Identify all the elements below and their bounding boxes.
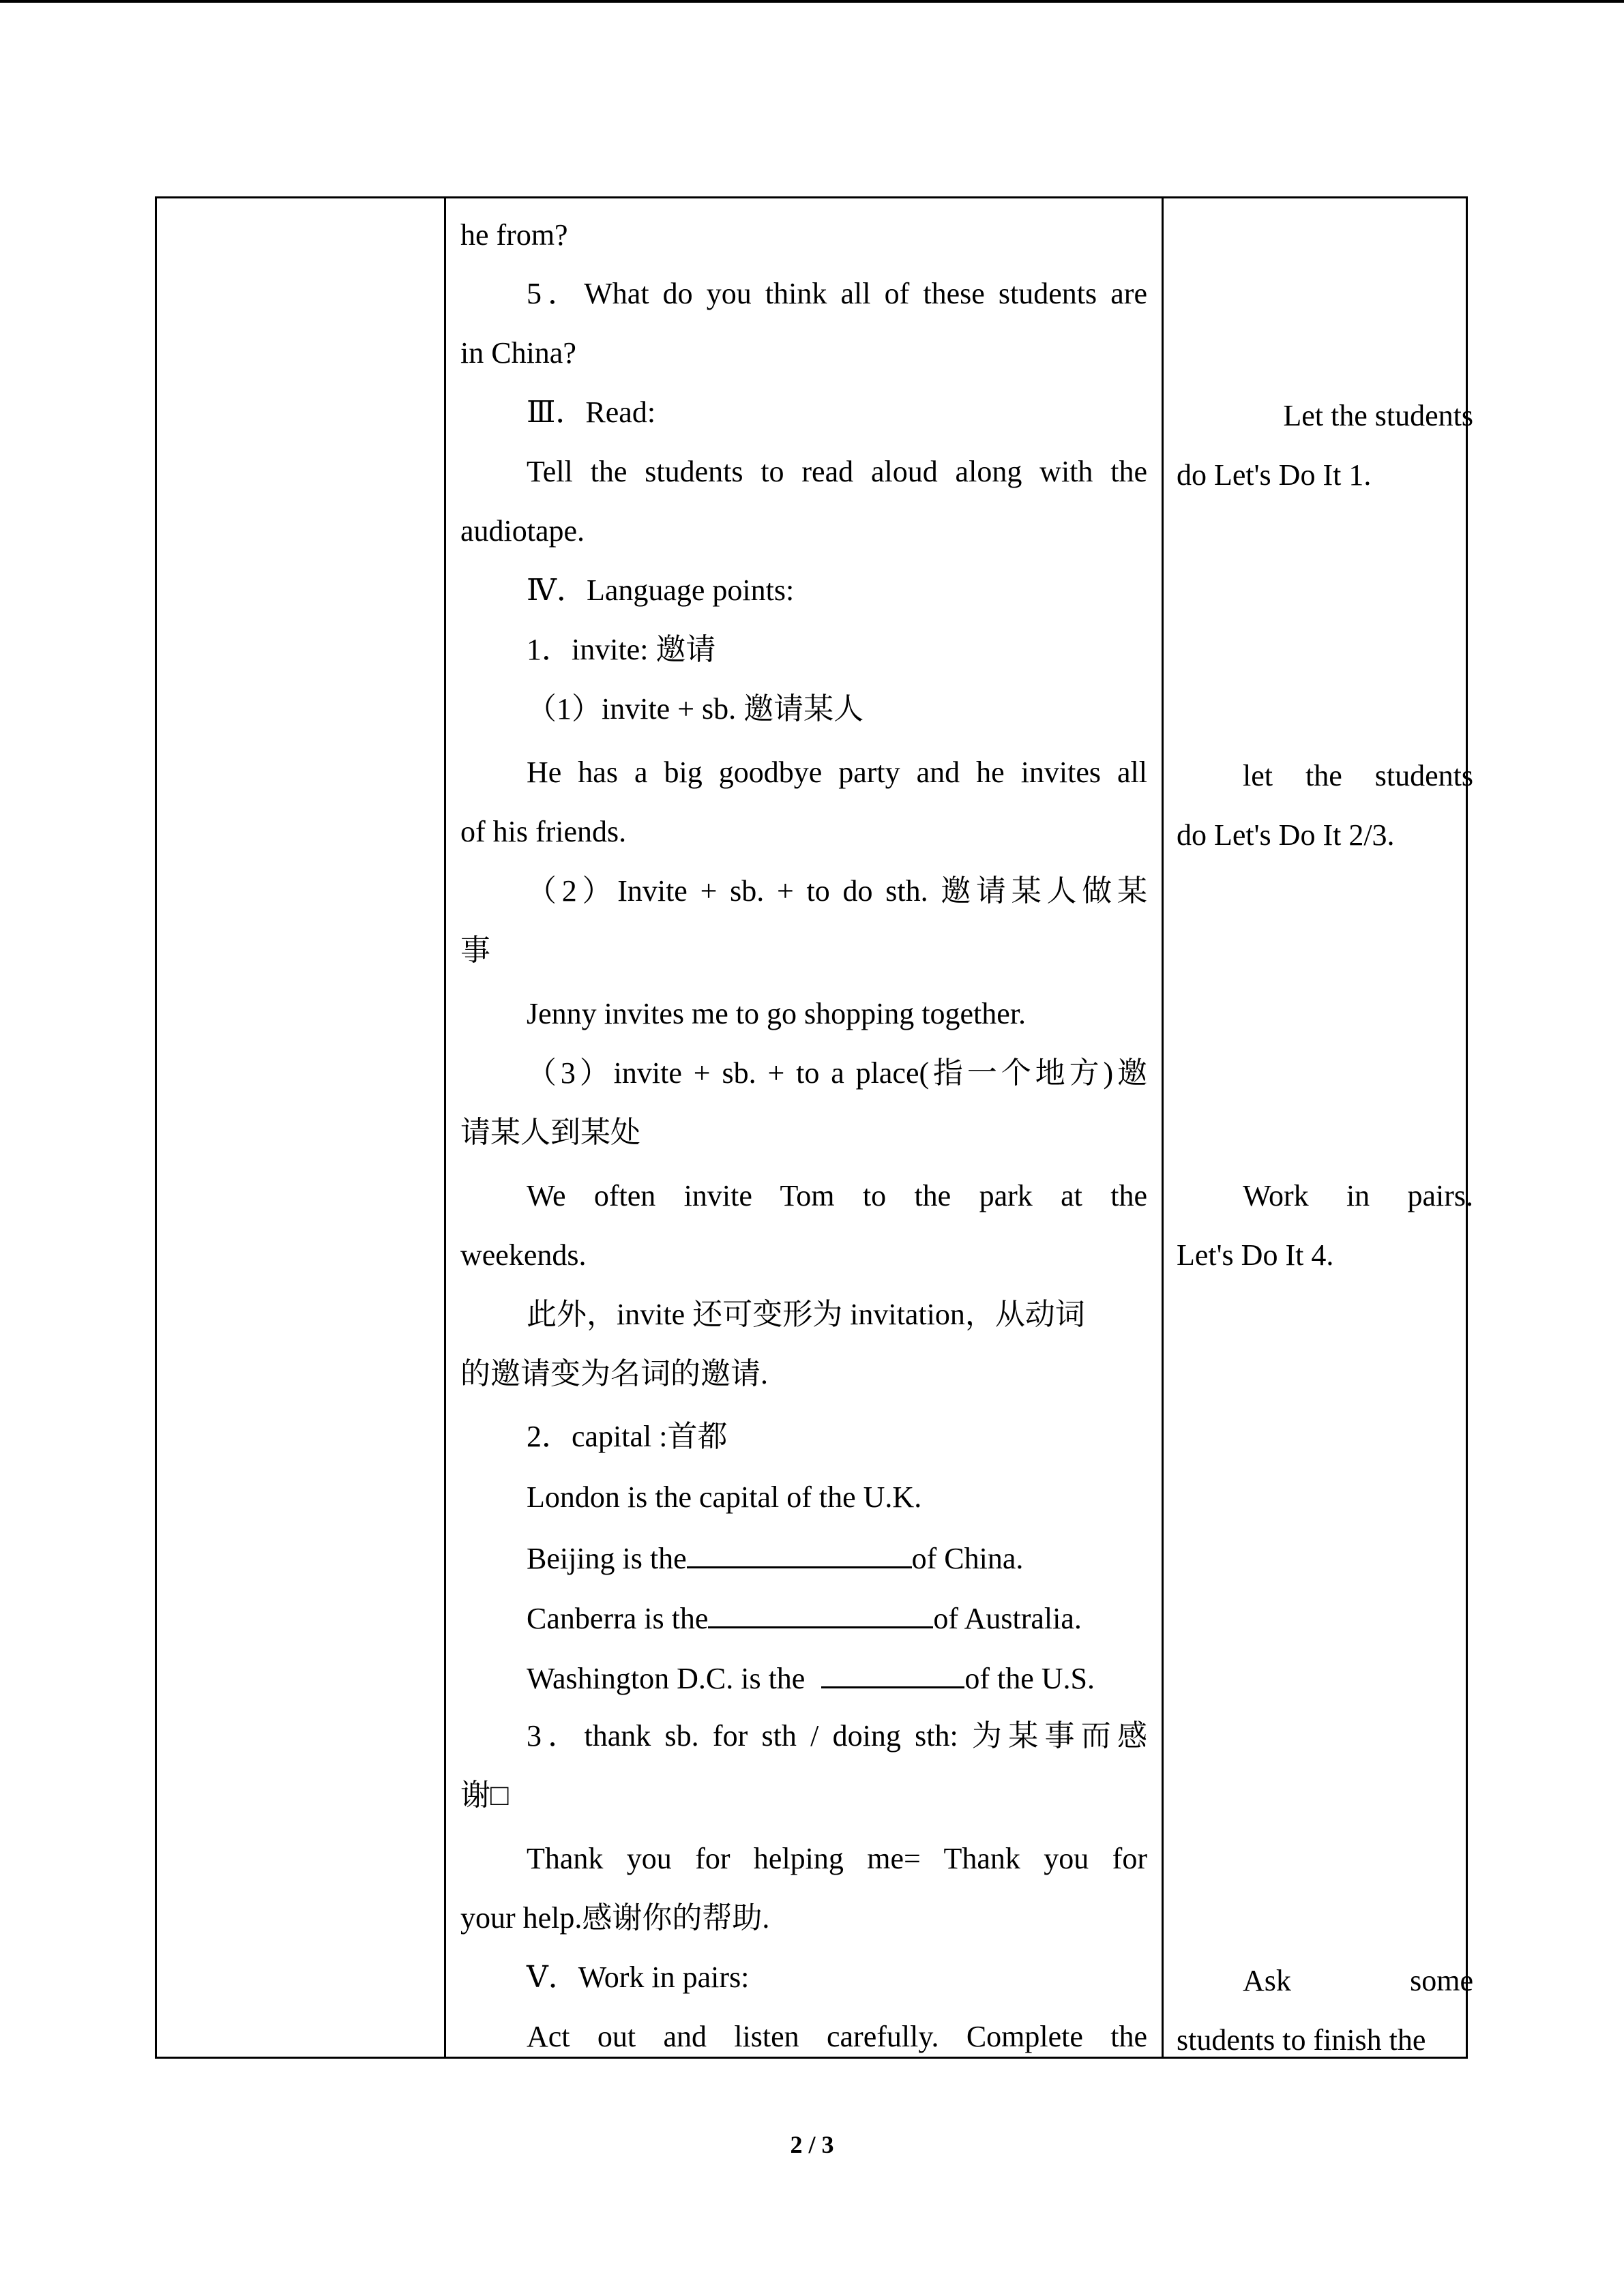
sentence-end: of Australia. (933, 1602, 1082, 1635)
main-text-line: 此外，invite 还可变形为 invitation，从动词 (527, 1298, 1085, 1331)
answer-blank (687, 1539, 912, 1568)
sentence-end: of China. (911, 1542, 1024, 1575)
main-text-line: Jenny invites me to go shopping together. (527, 997, 1027, 1030)
column-divider-left (444, 198, 446, 2057)
main-text-line: （3）invite + sb. + to a place(指一个地方)邀 (527, 1056, 1147, 1090)
sentence-start: Beijing is the (527, 1542, 687, 1575)
main-text-line: （2）Invite + sb. + to do sth. 邀请某人做某 (527, 874, 1147, 908)
main-text-line: 事 (460, 934, 490, 967)
side-note-line: Let the students (1283, 399, 1473, 432)
section-heading: Ⅴ．Work in pairs: (527, 1960, 750, 1994)
main-text-line: Thank you for helping me= Thank you for (527, 1842, 1147, 1875)
main-text-line: 请某人到某处 (460, 1116, 640, 1149)
main-text-line: Act out and listen carefully. Complete the (527, 2020, 1147, 2053)
answer-blank (708, 1599, 933, 1628)
main-text-line: （1）invite + sb. 邀请某人 (527, 692, 864, 726)
answer-blank (821, 1659, 964, 1688)
sentence-start: Canberra is the (527, 1602, 709, 1635)
side-note-line: Ask some (1243, 1964, 1473, 1997)
sentence-start: Washington D.C. is the (527, 1662, 806, 1695)
column-divider-right (1162, 198, 1164, 2057)
main-text-line: in China? (460, 336, 576, 370)
main-text-line: 2．capital :首都 (527, 1420, 728, 1453)
main-text-line: He has a big goodbye party and he invites all (527, 756, 1147, 789)
fill-in-sentence (527, 1659, 1213, 1697)
lesson-table (155, 196, 1473, 2059)
main-text-line: 1．invite: 邀请 (527, 633, 716, 666)
main-text-line: 的邀请变为名词的邀请. (460, 1357, 768, 1390)
side-note-line: do Let's Do It 1. (1177, 458, 1372, 492)
main-text-line: 5．What do you think all of these students are (527, 277, 1147, 310)
main-text-line: your help.感谢你的帮助. (460, 1901, 770, 1935)
main-text-line: audiotape. (460, 514, 585, 548)
main-text-line: We often invite Tom to the park at the (527, 1179, 1147, 1212)
side-note-line: students to finish the (1177, 2023, 1426, 2057)
main-text-line: he from? (460, 218, 568, 252)
side-note-line: let the students (1243, 759, 1473, 792)
sentence-end: of the U.S. (964, 1662, 1095, 1695)
main-text-line: weekends. (460, 1238, 587, 1272)
main-text-line: London is the capital of the U.K. (527, 1480, 922, 1514)
side-note-line: do Let's Do It 2/3. (1177, 818, 1395, 852)
fill-in-sentence (527, 1539, 1213, 1577)
fill-in-sentence (527, 1599, 1213, 1637)
side-note-line: Let's Do It 4. (1177, 1238, 1334, 1272)
page-number: 2 / 3 (790, 2131, 834, 2158)
main-text-line: 3．thank sb. for sth / doing sth: 为某事而感 (527, 1719, 1147, 1753)
side-note-line: Work in pairs. (1243, 1179, 1473, 1212)
top-rule (0, 0, 1624, 3)
main-text-line: 谢□ (460, 1778, 509, 1812)
main-text-line: of his friends. (460, 815, 627, 848)
section-heading: Ⅲ．Read: (527, 396, 656, 429)
main-text-line: Tell the students to read aloud along with the (527, 455, 1147, 488)
section-heading: Ⅳ．Language points: (527, 573, 795, 607)
